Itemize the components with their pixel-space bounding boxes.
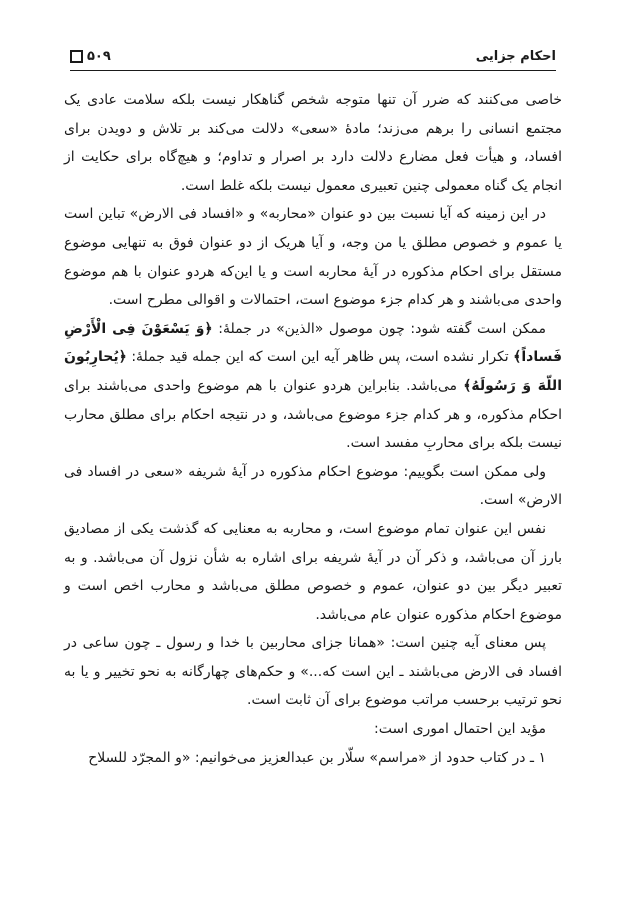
running-title: احکام جزایی	[475, 49, 556, 64]
paragraph	[64, 315, 562, 458]
quran-verse: ﴿یُحارِبُونَ اللّهَ وَ رَسُولَهُ﴾	[64, 349, 562, 394]
text-segment: می‌باشد. بنابراین هردو عنوان با هم موضوع واحدی می‌باشند برای احکام مذکوره، و هر کدام جزء موضوع می‌باشد، و در نتیجه احکام برای مطلق محارب نیست بلکه برای محاربِ مفسد است.	[64, 377, 562, 452]
text-segment: تکرار نشده است، پس ظاهر آیه این است که این جمله قید جملۀ:	[126, 349, 514, 366]
text-segment: نفس این عنوان تمام موضوع است، و محاربه به معنایی که گذشت یکی از مصادیق بارز آن می‌باشد، و ذکر آن در آیۀ شریفه برای اشاره به شأن نزول آن می‌باشد. و به تعبیر دیگر بین دو عنوان، عموم و خصوص مطلق می‌باشد و محارب اخص است و موضوع احکام مذکوره عنوان عام می‌باشد.	[64, 520, 562, 623]
page-number: ۵۰۹	[87, 49, 111, 64]
paragraph	[64, 200, 562, 314]
text-segment: ولی ممکن است بگوییم: موضوع احکام مذکوره در آیۀ شریفه «سعی در افساد فی الارض» است.	[64, 463, 562, 509]
body-text	[64, 86, 562, 772]
header-divider	[70, 70, 556, 71]
paragraph	[64, 715, 562, 744]
paragraph	[64, 86, 562, 200]
paragraph	[64, 744, 562, 773]
text-segment: خاصی می‌کنند که ضرر آن تنها متوجه شخص گناهکار نیست بلکه سلامت عادی یک مجتمع انسانی را برهم می‌زند؛ مادۀ «سعی» دلالت می‌کند بر تلاش و دویدن برای افساد، و هیأت فعل مضارع دلالت دارد بر اصرار و تداوم؛ و هیچ‌گاه برای حکایت از انجام یک گناه معمولی چنین تعبیری معمول نیست بلکه غلط است.	[64, 92, 562, 194]
page-number-group	[70, 49, 111, 64]
quran-verse: ﴿وَ یَسْعَوْنَ فِی الْأَرْضِ فَساداً﴾	[64, 320, 562, 366]
text-segment: ممکن است گفته شود: چون موصول «الذین» در جملۀ:	[212, 320, 546, 337]
text-segment: در این زمینه که آیا نسبت بین دو عنوان «محاربه» و «افساد فی الارض» تباین است یا عموم و خصوص مطلق یا من وجه، و آیا هریک از دو عنوان فوق به تنهایی موضوع مستقل برای احکام مذکوره در آیۀ محاربه است و یا این‌که هردو عنوان با هم موضوع واحدی می‌باشند و هر کدام جزء موضوع است، احتمالات و اقوالی مطرح است.	[64, 206, 562, 309]
page-header	[70, 36, 556, 64]
paragraph	[64, 629, 562, 715]
paragraph	[64, 515, 562, 629]
text-segment: مؤید این احتمال اموری است:	[374, 721, 546, 738]
paragraph	[64, 458, 562, 515]
text-segment: ۱ ـ در کتاب حدود از «مراسم» سلّار بن عبدالعزیز می‌خوانیم: «و المجرّد للسلاح	[88, 749, 546, 766]
square-bullet-icon	[70, 50, 83, 63]
text-segment: پس معنای آیه چنین است: «همانا جزای محاربین با خدا و رسول ـ چون ساعی در افساد فی الارض می‌باشند ـ این است که...» و حکم‌های چهارگانه به نحو تخییر و یا به نحو ترتیب برحسب مراتب موضوع برای آن ثابت است.	[64, 635, 562, 709]
